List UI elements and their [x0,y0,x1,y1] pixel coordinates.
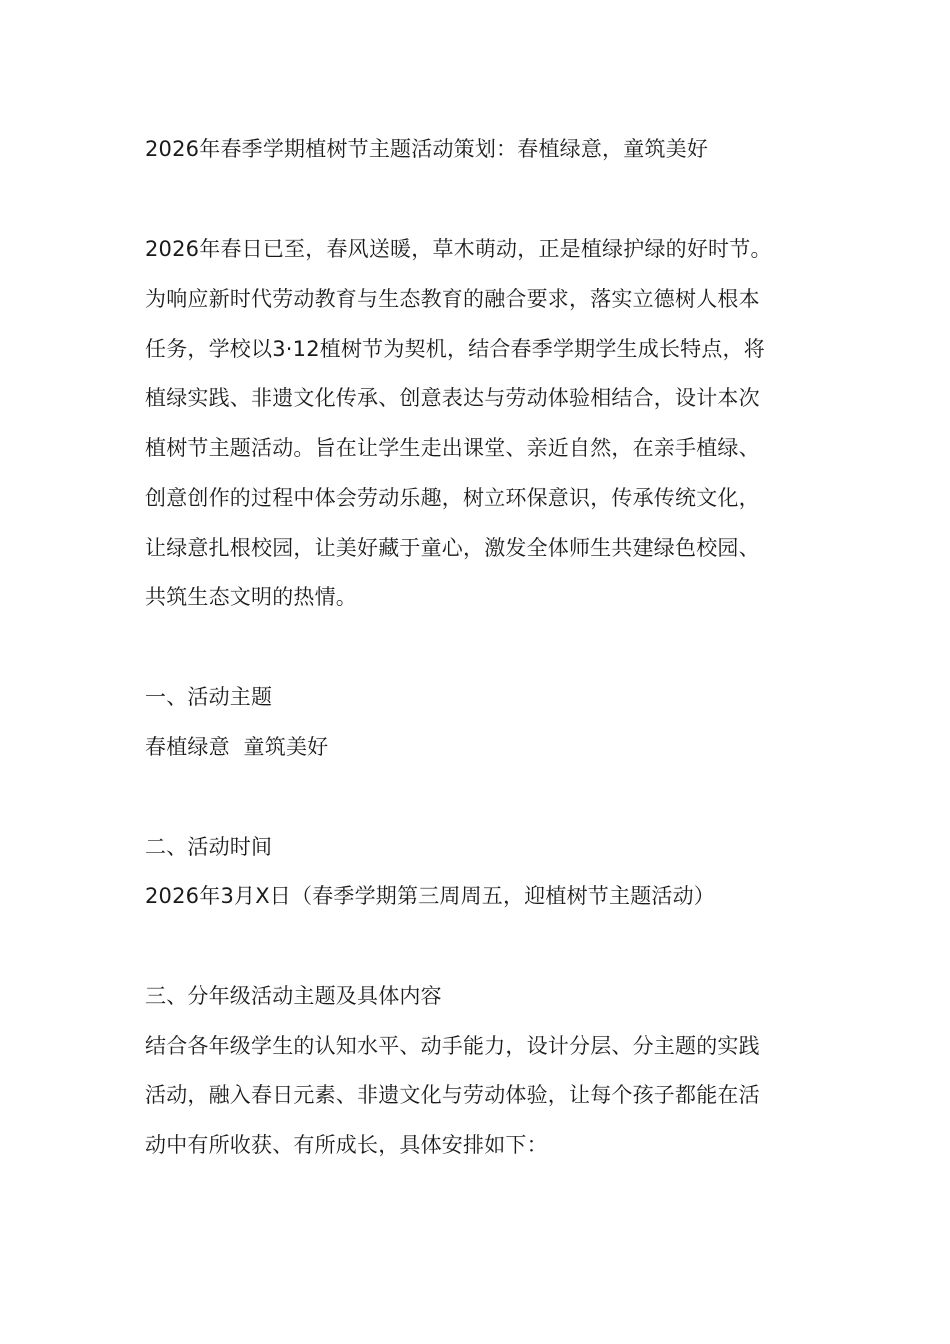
intro-line: 任务，学校以3·12植树节为契机，结合春季学期学生成长特点，将 [145,337,765,361]
section-body-time: 2026年3月X日（春季学期第三周周五，迎植树节主题活动） [145,884,715,908]
intro-line: 共筑生态文明的热情。 [145,585,357,609]
intro-line: 让绿意扎根校园，让美好藏于童心，激发全体师生共建绿色校园、 [145,536,760,560]
intro-line: 2026年春日已至，春风送暖，草木萌动，正是植绿护绿的好时节。 [145,237,772,261]
section-body-line: 动中有所收获、有所成长，具体安排如下： [145,1133,548,1157]
section-body-theme: 春植绿意 童筑美好 [145,735,329,759]
section-body-line: 结合各年级学生的认知水平、动手能力，设计分层、分主题的实践 [145,1034,760,1058]
section-body-line: 活动，融入春日元素、非遗文化与劳动体验，让每个孩子都能在活 [145,1083,760,1107]
section-heading-time: 二、活动时间 [145,835,273,859]
section-heading-grades: 三、分年级活动主题及具体内容 [145,984,442,1008]
intro-line: 创意创作的过程中体会劳动乐趣，树立环保意识，传承传统文化， [145,486,760,510]
document-title: 2026年春季学期植树节主题活动策划：春植绿意，童筑美好 [145,137,709,161]
intro-line: 植树节主题活动。旨在让学生走出课堂、亲近自然，在亲手植绿、 [145,436,760,460]
section-heading-theme: 一、活动主题 [145,685,273,709]
intro-line: 植绿实践、非遗文化传承、创意表达与劳动体验相结合，设计本次 [145,386,760,410]
intro-line: 为响应新时代劳动教育与生态教育的融合要求，落实立德树人根本 [145,287,760,311]
